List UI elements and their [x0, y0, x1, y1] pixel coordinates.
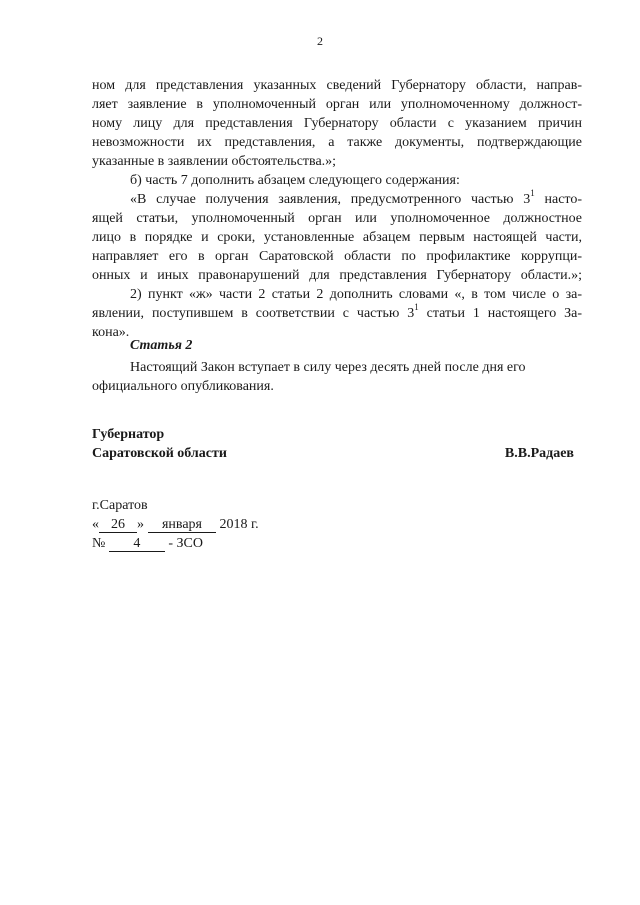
superscript: 1	[530, 188, 535, 199]
text-line: ном для представления указанных сведений Губернатору области, направ-	[92, 78, 582, 93]
date-year: 2018 г.	[219, 517, 259, 532]
text-line: официального опубликования.	[92, 379, 274, 394]
text-line	[92, 190, 582, 209]
city: г.Саратов	[92, 498, 148, 513]
page-number: 2	[317, 34, 323, 48]
text-fragment: «В случае получения заявления, предусмотренного частью 3	[130, 192, 531, 207]
text-line: 2) пункт «ж» части 2 статьи 2 дополнить словами «, в том числе о за-	[130, 287, 582, 302]
closing-paragraph	[92, 358, 582, 396]
superscript: 1	[414, 302, 419, 313]
text-line: онных и иных правонарушений для представления Губернатору области.»;	[92, 268, 582, 283]
text-line: ящей статьи, уполномоченный орган или уполномоченное должностное	[92, 211, 582, 226]
signature-block	[92, 425, 582, 463]
text-line: ляет заявление в уполномоченный орган или уполномоченному должност-	[92, 97, 582, 112]
text-line: указанные в заявлении обстоятельства.»;	[92, 154, 337, 169]
text-line: направляет его в орган Саратовской области по профилактике коррупци-	[92, 249, 582, 264]
text-fragment: явлении, поступившем в соответствии с частью 3	[92, 306, 415, 321]
signatory-region: Саратовской области	[92, 446, 227, 461]
text-line: кона».	[92, 325, 130, 340]
text-line: Настоящий Закон вступает в силу через десять дней после дня его	[130, 360, 526, 375]
number-prefix: №	[92, 536, 106, 551]
date-day: 26	[99, 518, 137, 533]
date-month: января	[148, 518, 216, 533]
date-line	[92, 515, 259, 534]
signatory-name: В.В.Радаев	[504, 446, 574, 461]
number-suffix: - ЗСО	[168, 536, 203, 551]
text-fragment: насто-	[534, 192, 583, 207]
text-fragment: статьи 1 настоящего За-	[418, 306, 583, 321]
date-close-quote: »	[137, 517, 144, 532]
text-line: б) часть 7 дополнить абзацем следующего содержания:	[130, 173, 460, 188]
document-footer	[92, 496, 259, 553]
text-line: невозможности их представления, а также документы, подтверждающие	[92, 135, 582, 150]
signatory-title: Губернатор	[92, 427, 165, 442]
text-line: лицо в порядке и сроки, установленные абзацем первым настоящей части,	[92, 230, 582, 245]
number-line	[92, 534, 259, 553]
document-number: 4	[109, 537, 165, 552]
text-line: ному лицу для представления Губернатору области с указанием причин	[92, 116, 582, 131]
date-open-quote: «	[92, 517, 99, 532]
text-line	[92, 304, 582, 323]
document-body	[92, 76, 582, 342]
article-heading: Статья 2	[130, 338, 193, 353]
